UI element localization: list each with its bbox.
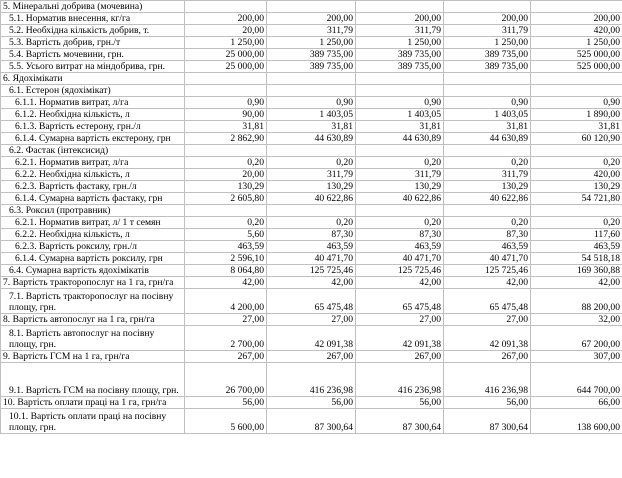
- value-cell[interactable]: [185, 145, 267, 157]
- table-row: [1, 277, 622, 289]
- value-cell[interactable]: 0,90: [185, 97, 267, 109]
- value-cell[interactable]: 88 200,00: [531, 289, 622, 314]
- value-cell[interactable]: 40 622,86: [267, 193, 356, 205]
- value-cell[interactable]: 20,00: [185, 25, 267, 37]
- row-label-cell[interactable]: 6.1.4. Сумарна вартість фастаку, грн: [1, 193, 185, 205]
- value-cell[interactable]: 56,00: [444, 397, 531, 409]
- value-cell[interactable]: 311,79: [267, 25, 356, 37]
- value-cell[interactable]: 20,00: [185, 169, 267, 181]
- value-cell[interactable]: 54 721,80: [531, 193, 622, 205]
- value-cell[interactable]: 416 236,98: [356, 363, 444, 397]
- value-cell[interactable]: [531, 145, 622, 157]
- table-row: [1, 397, 622, 409]
- value-cell[interactable]: 65 475,48: [267, 289, 356, 314]
- value-cell[interactable]: 200,00: [531, 13, 622, 25]
- row-label-cell[interactable]: 7. Вартість тракторопослуг на 1 га, грн/га: [1, 277, 185, 289]
- value-cell[interactable]: 31,81: [444, 121, 531, 133]
- value-cell[interactable]: 42 091,38: [444, 326, 531, 351]
- value-cell[interactable]: 31,81: [185, 121, 267, 133]
- cost-table-body: [1, 1, 622, 434]
- table-row: [1, 363, 622, 397]
- value-cell[interactable]: 1 403,05: [267, 109, 356, 121]
- value-cell[interactable]: 1 403,05: [356, 109, 444, 121]
- value-cell[interactable]: 0,20: [267, 157, 356, 169]
- row-label-cell[interactable]: 6.2.1. Норматив витрат, л/ 1 т семян: [1, 217, 185, 229]
- value-cell[interactable]: 389 735,00: [444, 61, 531, 73]
- value-cell[interactable]: [267, 73, 356, 85]
- value-cell[interactable]: [267, 205, 356, 217]
- row-label-cell[interactable]: 10. Вартість оплати праці на 1 га, грн/га: [1, 397, 185, 409]
- value-cell[interactable]: 40 622,86: [444, 193, 531, 205]
- row-label-cell[interactable]: 6.1.4. Сумарна вартість роксилу, грн: [1, 253, 185, 265]
- value-cell[interactable]: 1 250,00: [267, 37, 356, 49]
- value-cell[interactable]: 169 360,88: [531, 265, 622, 277]
- value-cell[interactable]: 0,20: [356, 217, 444, 229]
- value-cell[interactable]: 416 236,98: [267, 363, 356, 397]
- value-cell[interactable]: 644 700,00: [531, 363, 622, 397]
- value-cell[interactable]: 40 471,70: [267, 253, 356, 265]
- value-cell[interactable]: 463,59: [531, 241, 622, 253]
- value-cell[interactable]: 200,00: [267, 13, 356, 25]
- value-cell[interactable]: 416 236,98: [444, 363, 531, 397]
- value-cell[interactable]: [531, 73, 622, 85]
- value-cell[interactable]: 90,00: [185, 109, 267, 121]
- row-label-cell[interactable]: 6.1.3. Вартість естерону, грн./л: [1, 121, 185, 133]
- value-cell[interactable]: 42 091,38: [267, 326, 356, 351]
- value-cell[interactable]: 463,59: [267, 241, 356, 253]
- table-row: [1, 85, 622, 97]
- value-cell[interactable]: 200,00: [356, 13, 444, 25]
- row-label-cell[interactable]: 5.5. Усього витрат на міндобрива, грн.: [1, 61, 185, 73]
- value-cell[interactable]: [356, 73, 444, 85]
- row-label-cell[interactable]: 6.2.2. Необхідна кількість, л: [1, 169, 185, 181]
- value-cell[interactable]: 1 250,00: [444, 37, 531, 49]
- table-row: [1, 289, 622, 314]
- value-cell[interactable]: 200,00: [444, 13, 531, 25]
- value-cell[interactable]: [185, 85, 267, 97]
- value-cell[interactable]: 42 091,38: [356, 326, 444, 351]
- value-cell[interactable]: 25 000,00: [185, 49, 267, 61]
- value-cell[interactable]: 0,20: [531, 157, 622, 169]
- value-cell[interactable]: 267,00: [185, 351, 267, 363]
- value-cell[interactable]: 56,00: [356, 397, 444, 409]
- table-row: [1, 409, 622, 434]
- value-cell[interactable]: [356, 1, 444, 13]
- value-cell[interactable]: 311,79: [267, 169, 356, 181]
- value-cell[interactable]: 307,00: [531, 351, 622, 363]
- value-cell[interactable]: 65 475,48: [444, 289, 531, 314]
- value-cell[interactable]: 56,00: [185, 397, 267, 409]
- value-cell[interactable]: 389 735,00: [267, 61, 356, 73]
- value-cell[interactable]: 31,81: [356, 121, 444, 133]
- row-label-cell[interactable]: 6. Ядохімікати: [1, 73, 185, 85]
- value-cell[interactable]: 87 300,64: [444, 409, 531, 434]
- value-cell[interactable]: 130,29: [185, 181, 267, 193]
- row-label-cell[interactable]: 6.2.2. Необхідна кількість, л: [1, 229, 185, 241]
- value-cell[interactable]: 1 250,00: [185, 37, 267, 49]
- value-cell[interactable]: 31,81: [531, 121, 622, 133]
- value-cell[interactable]: 0,90: [444, 97, 531, 109]
- value-cell[interactable]: 5,60: [185, 229, 267, 241]
- row-label-cell[interactable]: 6.2. Фастак (інтексисид): [1, 145, 185, 157]
- value-cell[interactable]: 311,79: [444, 25, 531, 37]
- value-cell[interactable]: 311,79: [444, 169, 531, 181]
- value-cell[interactable]: 0,90: [531, 97, 622, 109]
- value-cell[interactable]: [185, 205, 267, 217]
- value-cell[interactable]: 2 700,00: [185, 326, 267, 351]
- value-cell[interactable]: 138 600,00: [531, 409, 622, 434]
- value-cell[interactable]: 267,00: [267, 351, 356, 363]
- value-cell[interactable]: 42,00: [531, 277, 622, 289]
- value-cell[interactable]: 40 471,70: [356, 253, 444, 265]
- value-cell[interactable]: 2 596,10: [185, 253, 267, 265]
- row-label-cell[interactable]: 6.3. Роксил (протравник): [1, 205, 185, 217]
- table-row: [1, 97, 622, 109]
- value-cell[interactable]: 87 300,64: [267, 409, 356, 434]
- row-label-cell[interactable]: 8. Вартість автопослуг на 1 га, грн/га: [1, 314, 185, 326]
- value-cell[interactable]: 25 000,00: [185, 61, 267, 73]
- table-row: [1, 73, 622, 85]
- value-cell[interactable]: 311,79: [356, 25, 444, 37]
- table-row: [1, 37, 622, 49]
- table-row: [1, 13, 622, 25]
- value-cell[interactable]: 44 630,89: [444, 133, 531, 145]
- value-cell[interactable]: [356, 145, 444, 157]
- value-cell[interactable]: 1 250,00: [356, 37, 444, 49]
- value-cell[interactable]: 1 403,05: [444, 109, 531, 121]
- table-row: [1, 133, 622, 145]
- value-cell[interactable]: 0,20: [267, 217, 356, 229]
- table-row: [1, 181, 622, 193]
- value-cell[interactable]: 525 000,00: [531, 49, 622, 61]
- value-cell[interactable]: [531, 85, 622, 97]
- value-cell[interactable]: 44 630,89: [356, 133, 444, 145]
- value-cell[interactable]: [356, 85, 444, 97]
- value-cell[interactable]: 40 622,86: [356, 193, 444, 205]
- value-cell[interactable]: 130,29: [531, 181, 622, 193]
- table-row: [1, 253, 622, 265]
- value-cell[interactable]: 2 862,90: [185, 133, 267, 145]
- value-cell[interactable]: 0,20: [531, 217, 622, 229]
- value-cell[interactable]: 27,00: [356, 314, 444, 326]
- value-cell[interactable]: [444, 145, 531, 157]
- row-label-cell[interactable]: 5.2. Необхідна кількість добрив, т.: [1, 25, 185, 37]
- value-cell[interactable]: 311,79: [356, 169, 444, 181]
- value-cell[interactable]: 42,00: [444, 277, 531, 289]
- row-label-cell[interactable]: 5.1. Норматив внесення, кг/га: [1, 13, 185, 25]
- row-label-cell[interactable]: 7.1. Вартість тракторопослуг на посівну площу, грн.: [1, 289, 185, 314]
- value-cell[interactable]: [267, 145, 356, 157]
- value-cell[interactable]: 1 250,00: [531, 37, 622, 49]
- value-cell[interactable]: [356, 205, 444, 217]
- table-row: [1, 193, 622, 205]
- value-cell[interactable]: [185, 1, 267, 13]
- table-row: [1, 25, 622, 37]
- table-row: [1, 229, 622, 241]
- table-row: [1, 351, 622, 363]
- value-cell[interactable]: 32,00: [531, 314, 622, 326]
- value-cell[interactable]: 1 890,00: [531, 109, 622, 121]
- value-cell[interactable]: 26 700,00: [185, 363, 267, 397]
- table-row: [1, 121, 622, 133]
- value-cell[interactable]: 87,30: [356, 229, 444, 241]
- value-cell[interactable]: 267,00: [356, 351, 444, 363]
- row-label-cell[interactable]: 9.1. Вартість ГСМ на посівну площу, грн.: [1, 363, 185, 397]
- value-cell[interactable]: 87 300,64: [356, 409, 444, 434]
- value-cell[interactable]: 54 518,18: [531, 253, 622, 265]
- value-cell[interactable]: 389 735,00: [267, 49, 356, 61]
- table-row: [1, 326, 622, 351]
- value-cell[interactable]: 42,00: [356, 277, 444, 289]
- value-cell[interactable]: 420,00: [531, 169, 622, 181]
- row-label-cell[interactable]: 10.1. Вартість оплати праці на посівну площу, грн.: [1, 409, 185, 434]
- row-label-cell[interactable]: 6.1.1. Норматив витрат, л/га: [1, 97, 185, 109]
- value-cell[interactable]: [444, 205, 531, 217]
- value-cell[interactable]: 0,20: [185, 157, 267, 169]
- table-row: [1, 241, 622, 253]
- value-cell[interactable]: 389 735,00: [356, 49, 444, 61]
- table-row: [1, 205, 622, 217]
- row-label-cell[interactable]: 5. Мінеральні добрива (мочевина): [1, 1, 185, 13]
- value-cell[interactable]: 117,60: [531, 229, 622, 241]
- value-cell[interactable]: 8 064,80: [185, 265, 267, 277]
- value-cell[interactable]: 27,00: [267, 314, 356, 326]
- value-cell[interactable]: 31,81: [267, 121, 356, 133]
- value-cell[interactable]: 65 475,48: [356, 289, 444, 314]
- value-cell[interactable]: 42,00: [267, 277, 356, 289]
- value-cell[interactable]: 463,59: [444, 241, 531, 253]
- row-label-cell[interactable]: 6.1.4. Сумарна вартість екстерону, грн: [1, 133, 185, 145]
- value-cell[interactable]: 125 725,46: [356, 265, 444, 277]
- value-cell[interactable]: 389 735,00: [444, 49, 531, 61]
- table-row: [1, 157, 622, 169]
- value-cell[interactable]: 87,30: [267, 229, 356, 241]
- table-row: [1, 61, 622, 73]
- value-cell[interactable]: 2 605,80: [185, 193, 267, 205]
- value-cell[interactable]: 130,29: [444, 181, 531, 193]
- value-cell[interactable]: 463,59: [356, 241, 444, 253]
- table-row: [1, 1, 622, 13]
- value-cell[interactable]: 420,00: [531, 25, 622, 37]
- value-cell[interactable]: 525 000,00: [531, 61, 622, 73]
- value-cell[interactable]: 0,20: [444, 157, 531, 169]
- value-cell[interactable]: [185, 73, 267, 85]
- value-cell[interactable]: 87,30: [444, 229, 531, 241]
- value-cell[interactable]: 42,00: [185, 277, 267, 289]
- value-cell[interactable]: 463,59: [185, 241, 267, 253]
- value-cell[interactable]: [531, 205, 622, 217]
- value-cell[interactable]: 0,20: [444, 217, 531, 229]
- row-label-cell[interactable]: 6.1.2. Необхідна кількість, л: [1, 109, 185, 121]
- value-cell[interactable]: 125 725,46: [444, 265, 531, 277]
- value-cell[interactable]: 0,90: [267, 97, 356, 109]
- table-row: [1, 265, 622, 277]
- table-row: [1, 217, 622, 229]
- value-cell[interactable]: 267,00: [444, 351, 531, 363]
- value-cell[interactable]: 27,00: [185, 314, 267, 326]
- value-cell[interactable]: 200,00: [185, 13, 267, 25]
- row-label-cell[interactable]: 5.3. Вартість добрив, грн./т: [1, 37, 185, 49]
- table-row: [1, 49, 622, 61]
- table-row: [1, 145, 622, 157]
- value-cell[interactable]: 130,29: [356, 181, 444, 193]
- value-cell[interactable]: [531, 1, 622, 13]
- value-cell[interactable]: 0,20: [185, 217, 267, 229]
- row-label-cell[interactable]: 6.1. Естерон (ядохімікат): [1, 85, 185, 97]
- value-cell[interactable]: [444, 73, 531, 85]
- value-cell[interactable]: 56,00: [267, 397, 356, 409]
- value-cell[interactable]: 0,90: [356, 97, 444, 109]
- row-label-cell[interactable]: 9. Вартість ГСМ на 1 га, грн/га: [1, 351, 185, 363]
- row-label-cell[interactable]: 5.4. Вартість мочевини, грн.: [1, 49, 185, 61]
- value-cell[interactable]: 0,20: [356, 157, 444, 169]
- row-label-cell[interactable]: 6.2.3. Вартість фастаку, грн./л: [1, 181, 185, 193]
- row-label-cell[interactable]: 8.1. Вартість автопослуг на посівну площу, грн.: [1, 326, 185, 351]
- value-cell[interactable]: [444, 1, 531, 13]
- value-cell[interactable]: 125 725,46: [267, 265, 356, 277]
- value-cell[interactable]: 67 200,00: [531, 326, 622, 351]
- row-label-cell[interactable]: 6.2.1. Норматив витрат, л/га: [1, 157, 185, 169]
- value-cell[interactable]: 4 200,00: [185, 289, 267, 314]
- row-label-cell[interactable]: 6.4. Сумарна вартість ядохімікатів: [1, 265, 185, 277]
- value-cell[interactable]: [267, 1, 356, 13]
- value-cell[interactable]: 44 630,89: [267, 133, 356, 145]
- value-cell[interactable]: [267, 85, 356, 97]
- value-cell[interactable]: 389 735,00: [356, 61, 444, 73]
- value-cell[interactable]: 66,00: [531, 397, 622, 409]
- value-cell[interactable]: [444, 85, 531, 97]
- table-row: [1, 314, 622, 326]
- value-cell[interactable]: 130,29: [267, 181, 356, 193]
- value-cell[interactable]: 60 120,90: [531, 133, 622, 145]
- row-label-cell[interactable]: 6.2.3. Вартість роксилу, грн./л: [1, 241, 185, 253]
- table-row: [1, 109, 622, 121]
- value-cell[interactable]: 5 600,00: [185, 409, 267, 434]
- value-cell[interactable]: 27,00: [444, 314, 531, 326]
- table-row: [1, 169, 622, 181]
- value-cell[interactable]: 40 471,70: [444, 253, 531, 265]
